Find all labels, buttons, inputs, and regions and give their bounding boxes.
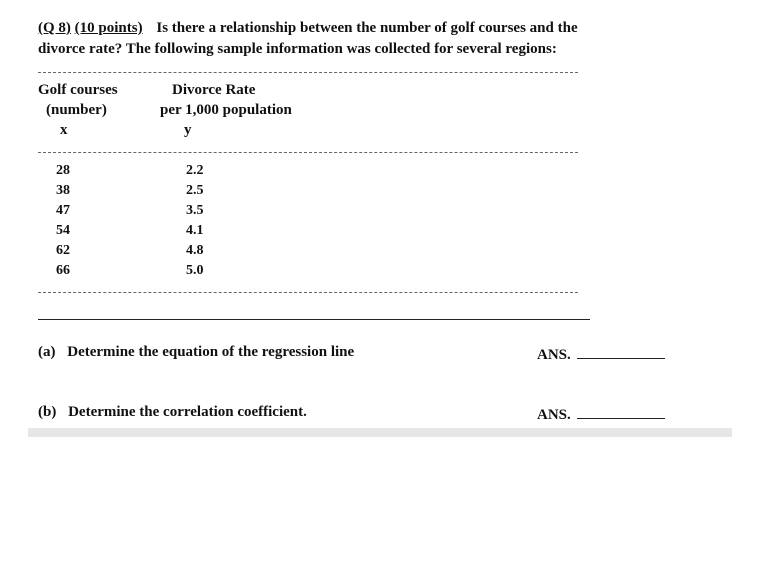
part-a-ans-label: ANS. bbox=[537, 347, 571, 363]
part-b-answer-blank[interactable] bbox=[577, 404, 665, 419]
rule-solid bbox=[38, 319, 590, 320]
col-y-var: y bbox=[184, 122, 192, 138]
part-a-text: Determine the equation of the regression line bbox=[67, 344, 355, 360]
part-b bbox=[38, 404, 307, 421]
cell-y: 2.2 bbox=[186, 163, 204, 178]
divider-header bbox=[38, 152, 578, 153]
question-line-1 bbox=[38, 20, 578, 37]
cell-x: 47 bbox=[56, 203, 70, 218]
part-a-label: (a) bbox=[38, 344, 56, 360]
part-a-answer-blank[interactable] bbox=[577, 344, 665, 359]
col-x-var: x bbox=[60, 122, 68, 138]
divider-bottom bbox=[38, 292, 578, 293]
cell-y: 2.5 bbox=[186, 183, 204, 198]
cell-x: 62 bbox=[56, 243, 70, 258]
col-y-header-2: per 1,000 population bbox=[160, 102, 292, 118]
cell-y: 3.5 bbox=[186, 203, 204, 218]
question-number: (Q 8) bbox=[38, 20, 71, 36]
part-b-ans-label: ANS. bbox=[537, 407, 571, 423]
part-b-text: Determine the correlation coefficient. bbox=[68, 404, 307, 420]
divider-top bbox=[38, 72, 578, 73]
part-b-answer bbox=[537, 404, 665, 424]
cell-x: 54 bbox=[56, 223, 70, 238]
cell-y: 5.0 bbox=[186, 263, 204, 278]
col-x-header-2: (number) bbox=[46, 102, 107, 118]
cell-x: 66 bbox=[56, 263, 70, 278]
question-line-2: divorce rate? The following sample information was collected for several regions: bbox=[38, 41, 557, 57]
cell-x: 38 bbox=[56, 183, 70, 198]
question-points: (10 points) bbox=[74, 20, 143, 36]
part-b-label: (b) bbox=[38, 404, 57, 420]
cell-x: 28 bbox=[56, 163, 70, 178]
part-a bbox=[38, 344, 354, 361]
question-text-1: Is there a relationship between the number of golf courses and the bbox=[156, 20, 578, 36]
page-edge-bar bbox=[28, 428, 732, 437]
part-a-answer bbox=[537, 344, 665, 364]
col-x-header-1: Golf courses bbox=[38, 82, 118, 98]
col-y-header-1: Divorce Rate bbox=[172, 82, 256, 98]
cell-y: 4.8 bbox=[186, 243, 204, 258]
cell-y: 4.1 bbox=[186, 223, 204, 238]
